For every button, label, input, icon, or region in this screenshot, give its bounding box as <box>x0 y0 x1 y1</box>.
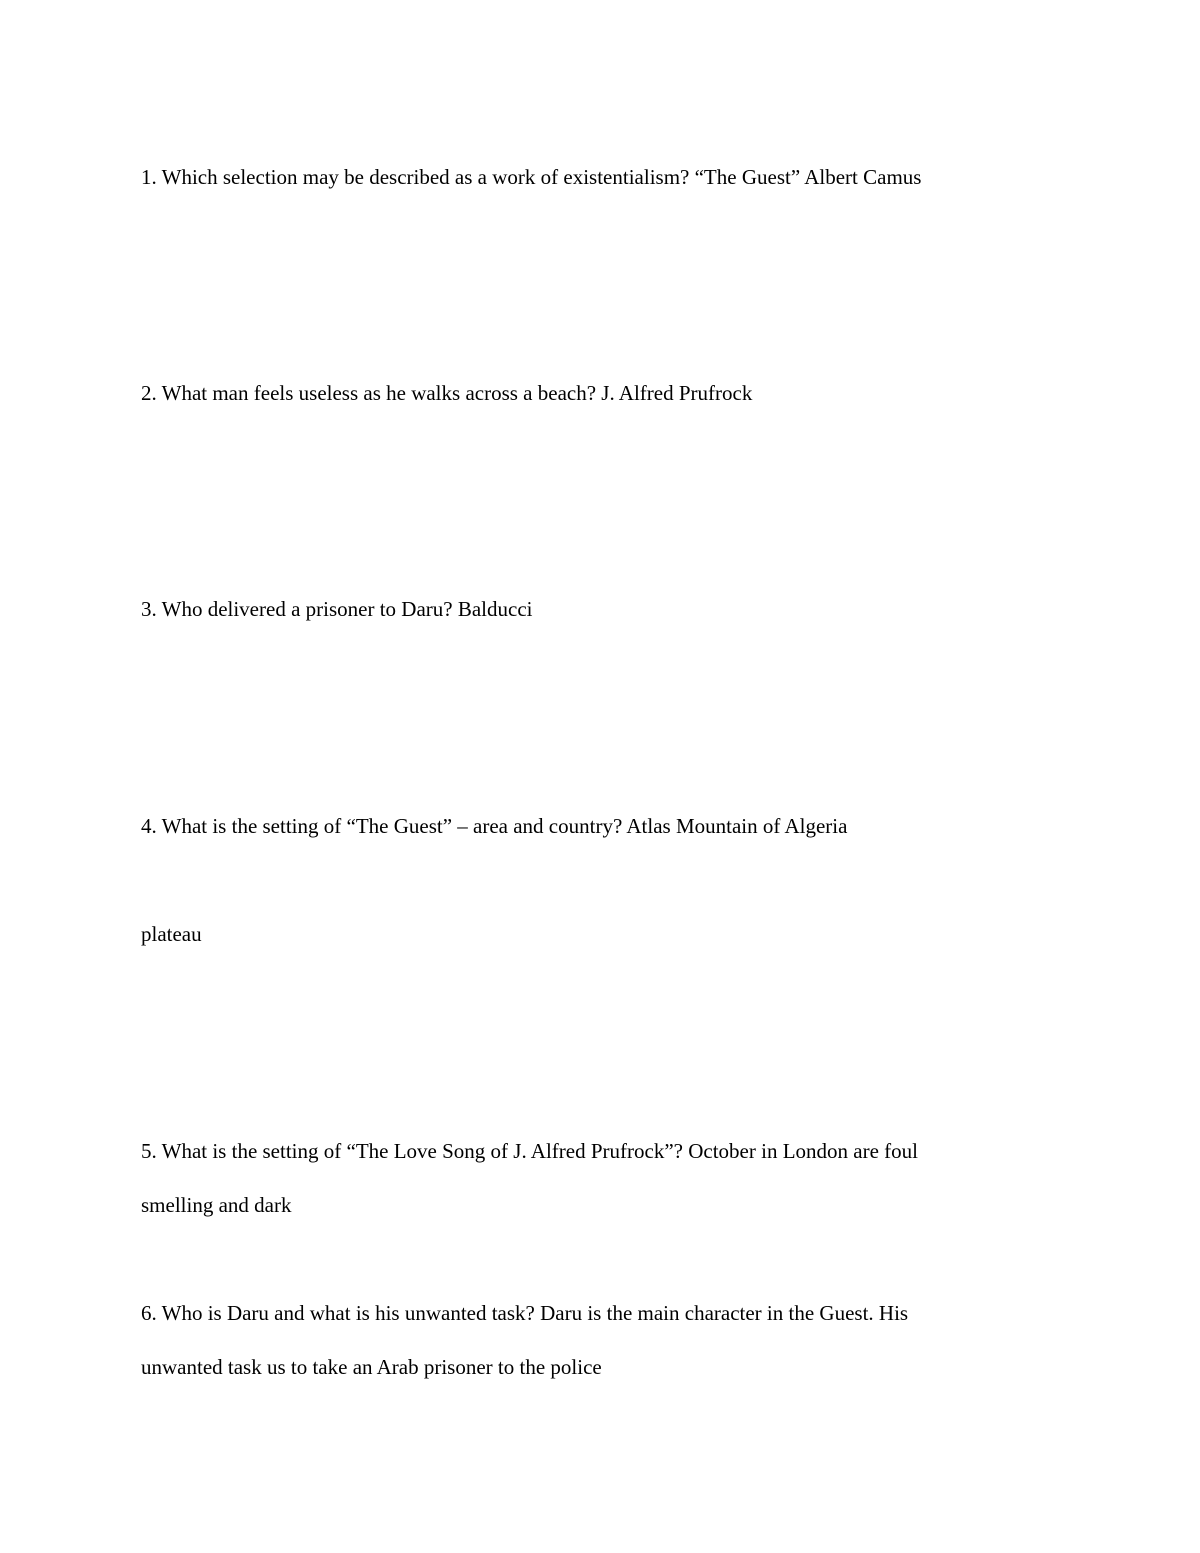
question-5-line-2: smelling and dark <box>141 1193 292 1217</box>
question-3-line: 3. Who delivered a prisoner to Daru? Balducci <box>141 597 533 621</box>
question-6-line-1: 6. Who is Daru and what is his unwanted task? Daru is the main character in the Guest. His <box>141 1301 909 1325</box>
question-2-line: 2. What man feels useless as he walks across a beach? J. Alfred Prufrock <box>141 381 753 405</box>
question-4-line-1: 4. What is the setting of “The Guest” – area and country? Atlas Mountain of Algeria <box>141 814 848 838</box>
question-5-line-1: 5. What is the setting of “The Love Song of J. Alfred Prufrock”? October in London are foul <box>141 1139 918 1163</box>
question-6-line-2: unwanted task us to take an Arab prisoner to the police <box>141 1355 602 1379</box>
question-4-line-2: plateau <box>141 922 202 946</box>
question-1-line: 1. Which selection may be described as a work of existentialism? “The Guest” Albert Camus <box>141 165 922 189</box>
